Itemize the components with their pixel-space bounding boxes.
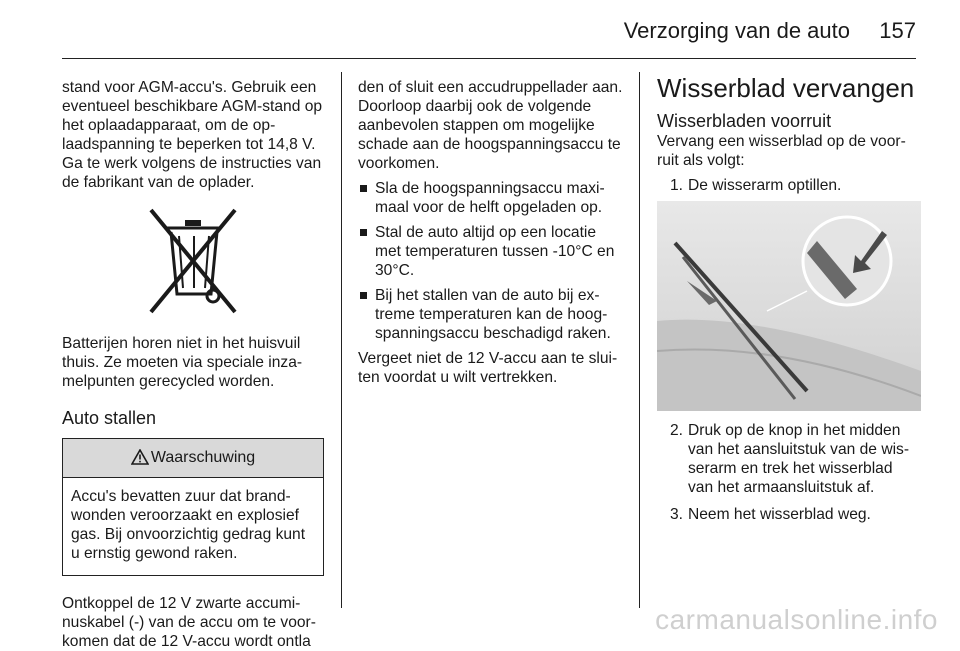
list-item: Sla de hoogspanningsaccu maximaal voor de helft opgeladen op. <box>358 179 624 217</box>
bullet-list <box>358 179 624 343</box>
page-header <box>0 0 960 62</box>
list-item: Bij het stallen van de auto bij extreme temperaturen kan de hoogspanningsaccu beschadigd raken. <box>358 286 624 343</box>
paragraph: Vervang een wisserblad op de voorruit als volgt: <box>657 133 906 169</box>
step-item <box>657 505 921 524</box>
subsection-title: Wisserbladen voorruit <box>657 111 832 131</box>
section-heading: Auto stallen <box>62 408 157 428</box>
warning-text: Accu's bevatten zuur dat brandwonden veroorzaakt en explosief gas. Bij onvoorzichtig gedrag kunt u ernstig gewond raken. <box>71 488 306 562</box>
column-divider <box>341 72 342 608</box>
step-text: Druk op de knop in het midden van het aansluitstuk van de wisserarm en trek het wisserblad van het armaansluitstuk af. <box>688 422 910 496</box>
step-text: Neem het wisserblad weg. <box>688 506 871 523</box>
list-item: Stal de auto altijd op een locatie met temperaturen tussen -10°C en 30°C. <box>358 223 624 280</box>
step-item <box>657 421 921 497</box>
warning-title: Waarschuwing <box>150 449 256 466</box>
paragraph: den of sluit een accudruppellader aan. Doorloop daarbij ook de volgende aanbevolen stappen om mogelijke schade aan de hoogspanningsaccu te voorkomen. <box>358 79 623 172</box>
crossed-out-wheelie-bin-icon <box>133 206 253 316</box>
watermark: carmanualsonline.info <box>655 604 938 635</box>
warning-box <box>62 438 324 576</box>
column-divider <box>639 72 640 608</box>
step-number: 3. <box>669 506 683 523</box>
column-left <box>62 78 324 651</box>
header-rule <box>62 58 916 59</box>
column-right <box>657 72 921 528</box>
warning-triangle-icon <box>131 449 149 465</box>
step-number: 2. <box>669 422 683 439</box>
step-item <box>657 176 921 195</box>
warning-header <box>63 439 323 478</box>
recycle-bin-figure <box>62 206 324 316</box>
step-list <box>657 421 921 524</box>
paragraph: Batterijen horen niet in het huisvuil thuis. Ze moeten via speciale inzamelpunten gerecycled worden. <box>62 335 303 390</box>
header-title: Verzorging van de auto <box>623 18 850 43</box>
step-list <box>657 176 921 195</box>
paragraph: stand voor AGM-accu's. Gebruik een eventueel beschikbare AGM-stand op het oplaadapparaat, om de oplaadspanning te beperken tot 14,8 V. Ga te werk volgens de instructies van de fabrikant van de oplader. <box>62 79 323 191</box>
step-text: De wisserarm optillen. <box>688 177 842 194</box>
wiper-arm-illustration <box>657 201 921 411</box>
step-number: 1. <box>669 177 683 194</box>
paragraph: Ontkoppel de 12 V zwarte accuminuskabel (-) van de accu om te voorkomen dat de 12 V-accu wordt ontla <box>62 595 316 650</box>
paragraph: Vergeet niet de 12 V-accu aan te sluiten voordat u wilt vertrekken. <box>358 350 618 386</box>
section-title: Wisserblad vervangen <box>657 73 915 103</box>
page-number: 157 <box>879 18 916 43</box>
column-middle <box>358 78 624 387</box>
